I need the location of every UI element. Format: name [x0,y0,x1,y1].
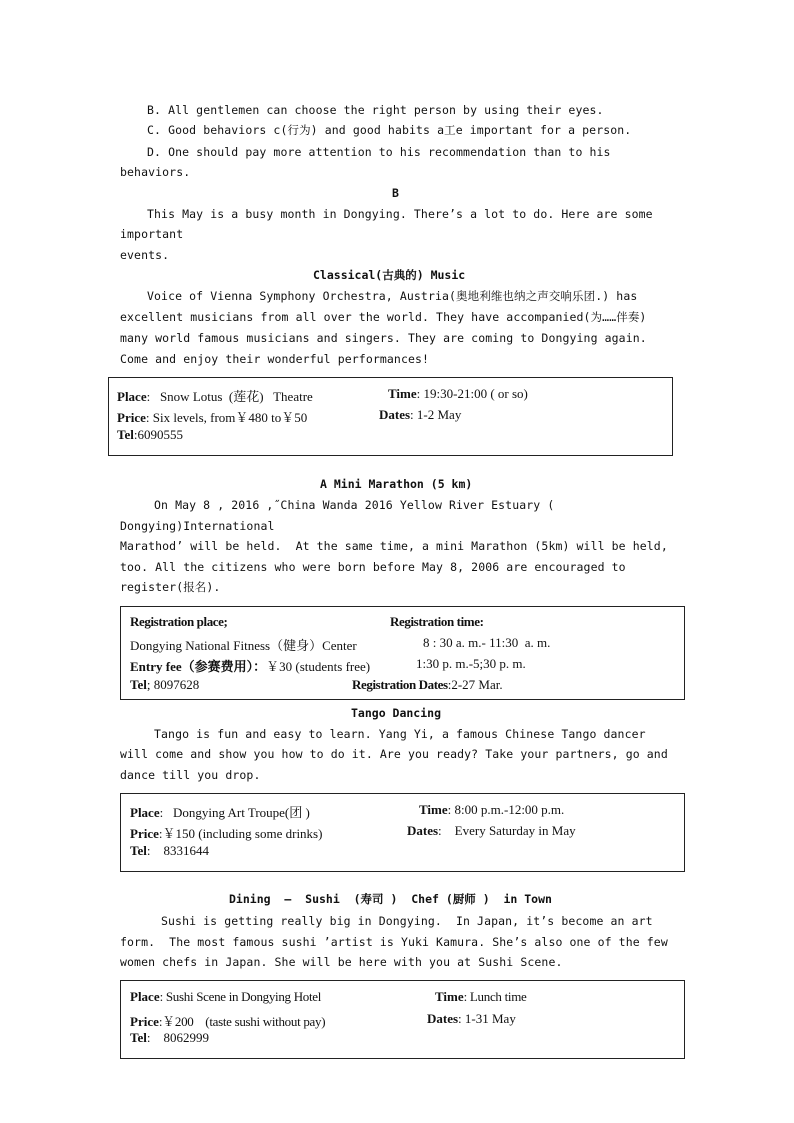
intro-line2: important [120,227,184,241]
intro-line1: This May is a busy month in Dongying. There’s a lot to do. Here are some [147,207,653,221]
entry-fee-label: Entry fee（参赛费用）： [130,659,267,674]
reg-time-label: Registration time: [390,614,484,629]
classical-info-box [108,377,673,456]
dates-label: Dates [379,407,411,422]
sushi-info-box [120,980,685,1059]
classical-p3: many world famous musicians and singers. They are coming to Dongying again. [120,331,647,345]
price-value: :￥200 (taste sushi without pay) [158,1014,326,1029]
dates-value: : 1-31 May [458,1011,516,1026]
marathon-p3: Marathod’ will be held. At the same time, a mini Marathon (5km) will be held, [120,539,668,553]
tel-label: Tel [130,843,147,858]
tel-value: ; 8097628 [146,677,200,692]
time-label: Time [388,386,417,401]
dates-value: : Every Saturday in May [438,823,576,838]
tango-p1: Tango is fun and easy to learn. Yang Yi, a famous Chinese Tango dancer [154,727,646,741]
tango-p3: dance till you drop. [120,768,261,782]
time-value: : 19:30-21:00 ( or so) [416,386,528,401]
place-label: Place [130,805,160,820]
option-b: B. All gentlemen can choose the right person by using their eyes. [147,103,604,117]
marathon-p5: register(报名). [120,580,221,594]
dates-value: : 1-2 May [410,407,462,422]
tel-label: Tel [130,677,147,692]
classical-p1: Voice of Vienna Symphony Orchestra, Austria(奥地利维也纳之声交响乐团.) has [147,289,638,303]
marathon-p4: too. All the citizens who were born before May 8, 2006 are encouraged to [120,560,626,574]
sushi-p3: women chefs in Japan. She will be here with you at Sushi Scene. [120,955,563,969]
place-value: : Sushi Scene in Dongying Hotel [159,989,322,1004]
section-label: B [392,186,399,200]
time-value: : 8:00 p.m.-12:00 p.m. [447,802,565,817]
price-value: :￥150 (including some drinks) [158,826,323,841]
marathon-p1: On May 8 , 2016 ,˝China Wanda 2016 Yellow River Estuary ( [154,498,555,512]
place-label: Place [117,389,147,404]
option-d-line2: behaviors. [120,165,191,179]
sushi-title: Dining – Sushi (寿司 ) Chef (厨师 ) in Town [229,892,552,906]
tel-value: : 8062999 [146,1030,209,1045]
option-d-line1: D. One should pay more attention to his recommendation than to his [147,145,611,159]
tango-p2: will come and show you how to do it. Are you ready? Take your partners, go and [120,747,668,761]
intro-line3: events. [120,248,170,262]
reg-place-label: Registration place; [130,614,228,629]
marathon-p2: Dongying)International [120,519,275,533]
time-label: Time [435,989,464,1004]
marathon-title: A Mini Marathon (5 km) [320,477,473,491]
place-value: : Dongying Art Troupe(团 ) [159,805,310,820]
classical-p2: excellent musicians from all over the world. They have accompanied(为……伴奏) [120,310,647,324]
place-value: : Snow Lotus (莲花) Theatre [146,389,313,404]
reg-dates-value: :2-27 Mar. [447,677,503,692]
reg-dates-label: Registration Dates [352,677,448,692]
sushi-p1: Sushi is getting really big in Dongying. In Japan, it’s become an art [161,914,653,928]
place-label: Place [130,989,160,1004]
marathon-info-box [120,606,685,700]
dates-label: Dates [427,1011,459,1026]
classical-p4: Come and enjoy their wonderful performances! [120,352,430,366]
tel-label: Tel [117,427,134,442]
price-value: : Six levels, from￥480 to￥50 [145,410,308,425]
reg-time-afternoon: 1:30 p. m.-5;30 p. m. [416,656,526,671]
tel-value: : 8331644 [146,843,209,858]
option-c: C. Good behaviors c(行为) and good habits a工e important for a person. [147,123,632,137]
price-label: Price [130,1014,159,1029]
sushi-p2: form. The most famous sushi ’artist is Yuki Kamura. She’s also one of the few [120,935,668,949]
time-label: Time [419,802,448,817]
time-value: : Lunch time [463,989,527,1004]
price-label: Price [130,826,159,841]
tel-label: Tel [130,1030,147,1045]
classical-title: Classical(古典的) Music [313,268,466,282]
price-label: Price [117,410,146,425]
tango-info-box [120,793,685,872]
tel-value: :6090555 [133,427,183,442]
tango-title: Tango Dancing [351,706,442,720]
reg-time-morning: 8 : 30 a. m.- 11:30 a. m. [423,635,551,650]
reg-center: Dongying National Fitness（健身）Center [130,638,357,653]
dates-label: Dates [407,823,439,838]
entry-fee-value: ￥30 (students free) [266,659,371,674]
